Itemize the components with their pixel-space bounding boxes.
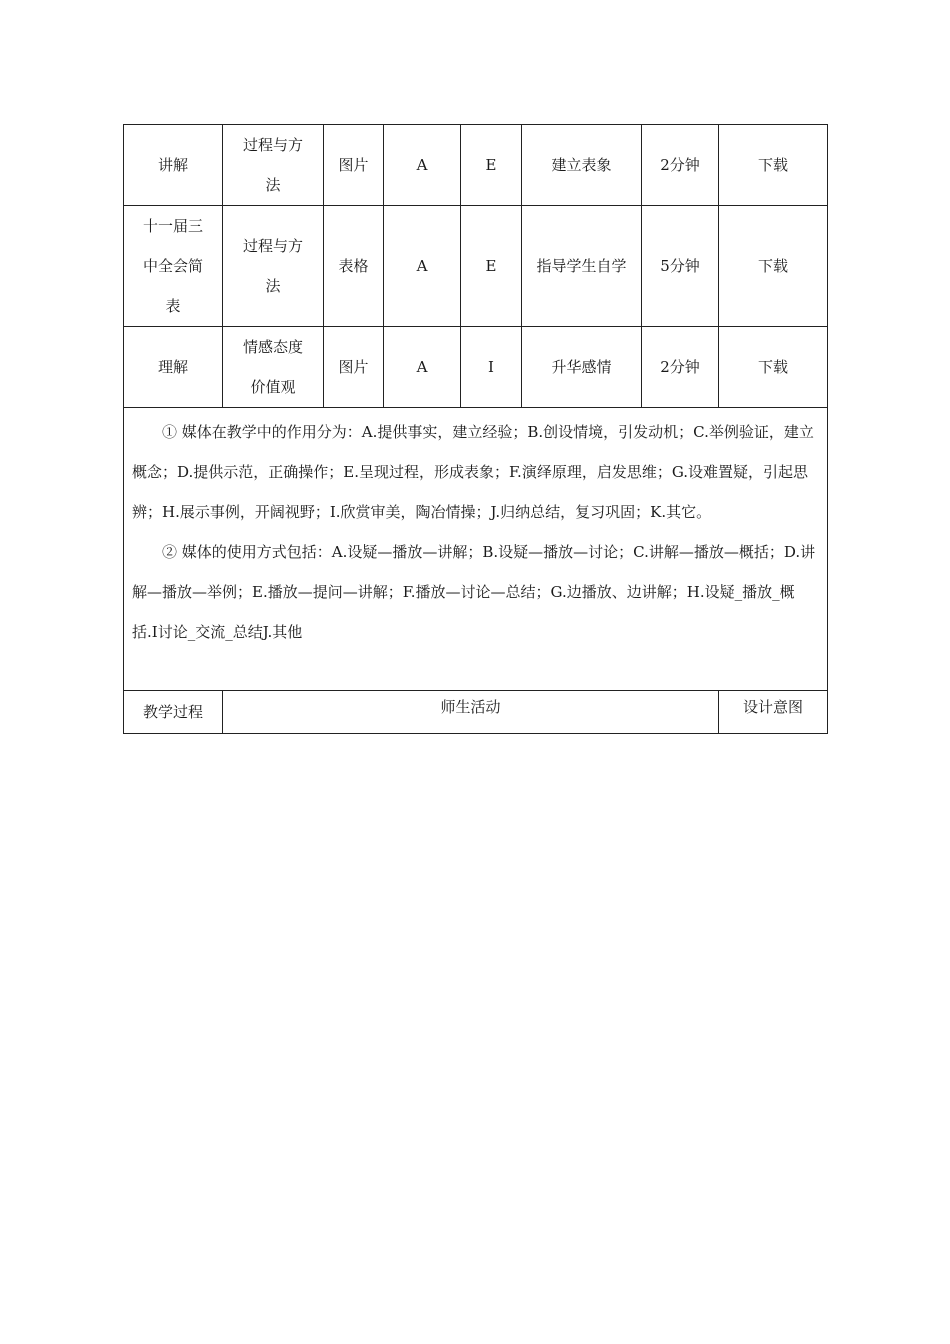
- cell-source: A: [384, 327, 461, 408]
- teacher-student-activity-label: 师生活动: [223, 691, 719, 734]
- cell-source: A: [384, 206, 461, 327]
- cell-download: 下载: [719, 327, 828, 408]
- cell-objective: 过程与方 法: [223, 125, 324, 206]
- cell-function: I: [461, 327, 522, 408]
- teaching-process-label: 教学过程: [124, 691, 223, 734]
- note-media-usage: ② 媒体的使用方式包括：A.设疑—播放—讲解；B.设疑—播放—讨论；C.讲解—播放—概括；D.讲解—播放—举例；E.播放—提问—讲解；F.播放—讨论—总结；G.边播放、边讲解；H.设疑_播放_概括.I讨论_交流_总结J.其他: [132, 543, 816, 641]
- footer-row: [124, 691, 828, 734]
- media-table: [123, 124, 828, 734]
- cell-function: E: [461, 206, 522, 327]
- design-intent-label: 设计意图: [719, 691, 828, 734]
- cell-objective: 过程与方 法: [223, 206, 324, 327]
- cell-media-type: 图片: [324, 125, 384, 206]
- cell-download: 下载: [719, 206, 828, 327]
- cell-duration: 2分钟: [642, 327, 719, 408]
- cell-usage: 指导学生自学: [522, 206, 642, 327]
- cell-content: 十一届三 中全会简 表: [124, 206, 223, 327]
- cell-media-type: 表格: [324, 206, 384, 327]
- note-media-function: ① 媒体在教学中的作用分为：A.提供事实，建立经验；B.创设情境，引发动机；C.举例验证，建立概念；D.提供示范，正确操作；E.呈现过程，形成表象；F.演绎原理，启发思维；G.设难置疑，引起思辨；H.展示事例，开阔视野；I.欣赏审美，陶冶情操；J.归纳总结，复习巩固；K.其它。: [132, 423, 814, 521]
- cell-source: A: [384, 125, 461, 206]
- cell-function: E: [461, 125, 522, 206]
- cell-usage: 升华感情: [522, 327, 642, 408]
- cell-objective: 情感态度 价值观: [223, 327, 324, 408]
- cell-content: 讲解: [124, 125, 223, 206]
- notes-cell: [124, 408, 828, 691]
- cell-usage: 建立表象: [522, 125, 642, 206]
- table-row: [124, 206, 828, 327]
- cell-duration: 5分钟: [642, 206, 719, 327]
- table-row: [124, 125, 828, 206]
- cell-download: 下载: [719, 125, 828, 206]
- cell-duration: 2分钟: [642, 125, 719, 206]
- table-row: [124, 327, 828, 408]
- cell-media-type: 图片: [324, 327, 384, 408]
- cell-content: 理解: [124, 327, 223, 408]
- notes-row: [124, 408, 828, 691]
